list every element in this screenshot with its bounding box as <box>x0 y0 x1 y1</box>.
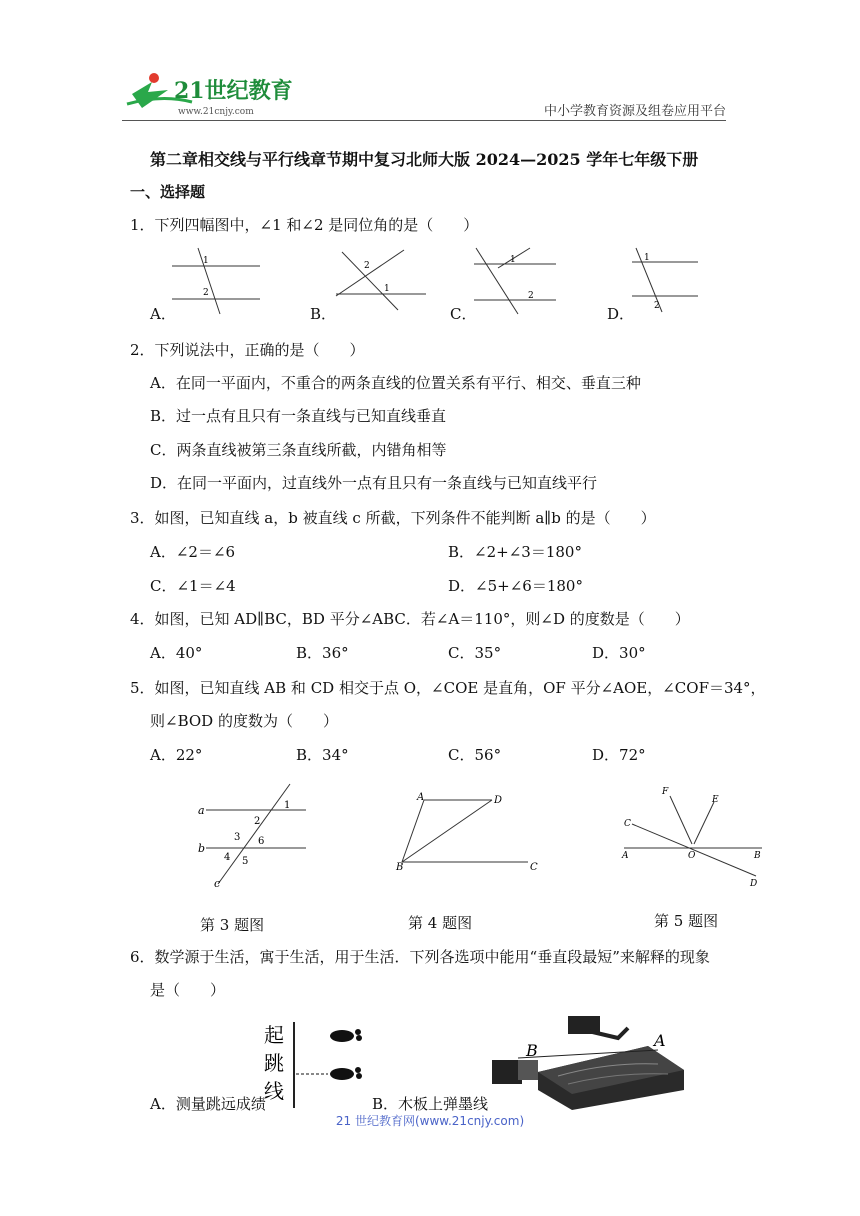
q1-option-b[interactable]: B． <box>310 305 337 323</box>
q6-jump-image <box>260 1016 380 1108</box>
q6-option-a[interactable]: A．测量跳远成绩 <box>150 1095 266 1113</box>
q3-option-c[interactable]: C．∠1＝∠4 <box>150 577 236 595</box>
q2-option-a[interactable]: A．在同一平面内，不重合的两条直线的位置关系有平行、相交、垂直三种 <box>150 374 641 392</box>
svg-text:C: C <box>624 819 631 829</box>
q1-figure-c <box>470 244 566 316</box>
svg-text:2: 2 <box>528 291 534 301</box>
svg-text:b: b <box>198 842 206 855</box>
svg-text:D: D <box>750 879 758 889</box>
svg-text:D: D <box>494 795 503 806</box>
svg-text:O: O <box>688 851 696 861</box>
caption-q3: 第 3 题图 <box>200 916 265 934</box>
svg-text:C: C <box>530 862 538 873</box>
q3-option-b[interactable]: B．∠2+∠3＝180° <box>448 543 582 561</box>
logo-text: 21世纪教育 <box>174 78 293 104</box>
svg-text:B: B <box>396 862 404 873</box>
q6-option-b[interactable]: B．木板上弹墨线 <box>372 1095 489 1113</box>
svg-text:A: A <box>654 1031 666 1050</box>
svg-text:1: 1 <box>384 284 390 294</box>
q5-option-d[interactable]: D．72° <box>592 746 646 764</box>
svg-text:1: 1 <box>203 256 209 266</box>
q2-option-b[interactable]: B．过一点有且只有一条直线与已知直线垂直 <box>150 407 447 425</box>
svg-text:A: A <box>417 792 425 803</box>
q2-option-d[interactable]: D．在同一平面内，过直线外一点有且只有一条直线与已知直线平行 <box>150 474 598 492</box>
q4-stem: 4．如图，已知 AD∥BC，BD 平分∠ABC．若∠A＝110°，则∠D 的度数是（ ） <box>130 610 690 628</box>
q2-option-c[interactable]: C．两条直线被第三条直线所截，内错角相等 <box>150 441 447 459</box>
svg-text:1: 1 <box>510 255 516 265</box>
jump-char-3: 线 <box>264 1079 284 1103</box>
q3-stem: 3．如图，已知直线 a，b 被直线 c 所截，下列条件不能判断 a∥b 的是（ ） <box>130 509 656 527</box>
q1-option-d[interactable]: D． <box>607 305 635 323</box>
q4-figure <box>392 790 552 876</box>
q5-figure <box>620 782 766 892</box>
svg-text:2: 2 <box>654 301 660 311</box>
q5-option-a[interactable]: A．22° <box>150 746 203 764</box>
q5-stem-line2: 则∠BOD 的度数为（ ） <box>150 712 338 730</box>
site-logo <box>122 64 302 120</box>
q5-option-c[interactable]: C．56° <box>448 746 502 764</box>
q1-option-a[interactable]: A． <box>150 305 176 323</box>
q4-option-a[interactable]: A．40° <box>150 644 203 662</box>
q6-stem-line1: 6．数学源于生活，寓于生活，用于生活．下列各选项中能用“垂直段最短”来解释的现象 <box>130 948 710 966</box>
q6-board-image <box>488 1012 692 1110</box>
svg-text:B: B <box>754 851 761 861</box>
section-heading: 一、选择题 <box>130 183 206 201</box>
svg-text:E: E <box>712 795 719 805</box>
q3-option-a[interactable]: A．∠2＝∠6 <box>150 543 236 561</box>
svg-text:5: 5 <box>242 856 249 867</box>
caption-q4: 第 4 题图 <box>408 914 473 932</box>
q1-figure-d <box>628 244 704 316</box>
svg-text:a: a <box>198 804 205 817</box>
header-divider <box>122 120 726 121</box>
q5-stem-line1: 5．如图，已知直线 AB 和 CD 相交于点 O，∠COE 是直角，OF 平分∠AOE，∠COF＝34°， <box>130 679 766 697</box>
svg-text:B: B <box>526 1041 538 1060</box>
q1-option-c[interactable]: C． <box>450 305 477 323</box>
svg-text:4: 4 <box>224 852 231 863</box>
svg-text:1: 1 <box>644 253 650 263</box>
q6-stem-line2: 是（ ） <box>150 981 226 999</box>
q4-option-c[interactable]: C．35° <box>448 644 502 662</box>
jump-char-2: 跳 <box>264 1051 284 1075</box>
q1-figure-b <box>334 244 430 316</box>
q4-option-d[interactable]: D．30° <box>592 644 646 662</box>
q4-option-b[interactable]: B．36° <box>296 644 349 662</box>
svg-text:F: F <box>662 787 669 797</box>
footprint-icon <box>330 1029 362 1080</box>
svg-text:2: 2 <box>364 261 370 271</box>
svg-text:6: 6 <box>258 836 265 847</box>
svg-text:3: 3 <box>234 832 241 843</box>
q3-option-d[interactable]: D．∠5+∠6＝180° <box>448 577 583 595</box>
svg-text:1: 1 <box>284 800 291 811</box>
svg-text:2: 2 <box>203 288 209 298</box>
q1-stem: 1．下列四幅图中，∠1 和∠2 是同位角的是（ ） <box>130 216 479 234</box>
page-footer: 21 世纪教育网(www.21cnjy.com) <box>335 1114 525 1128</box>
svg-text:A: A <box>622 851 629 861</box>
caption-q5: 第 5 题图 <box>654 912 719 930</box>
svg-text:c: c <box>214 877 221 890</box>
q5-option-b[interactable]: B．34° <box>296 746 349 764</box>
q1-figure-a <box>170 244 266 316</box>
page-title: 第二章相交线与平行线章节期中复习北师大版 2024—2025 学年七年级下册 <box>150 150 699 169</box>
q2-stem: 2．下列说法中，正确的是（ ） <box>130 341 365 359</box>
svg-text:2: 2 <box>254 816 261 827</box>
header-platform-text: 中小学教育资源及组卷应用平台 <box>543 104 726 119</box>
q3-figure <box>194 780 314 890</box>
logo-url: www.21cnjy.com <box>178 107 254 117</box>
jump-char-1: 起 <box>264 1023 284 1047</box>
